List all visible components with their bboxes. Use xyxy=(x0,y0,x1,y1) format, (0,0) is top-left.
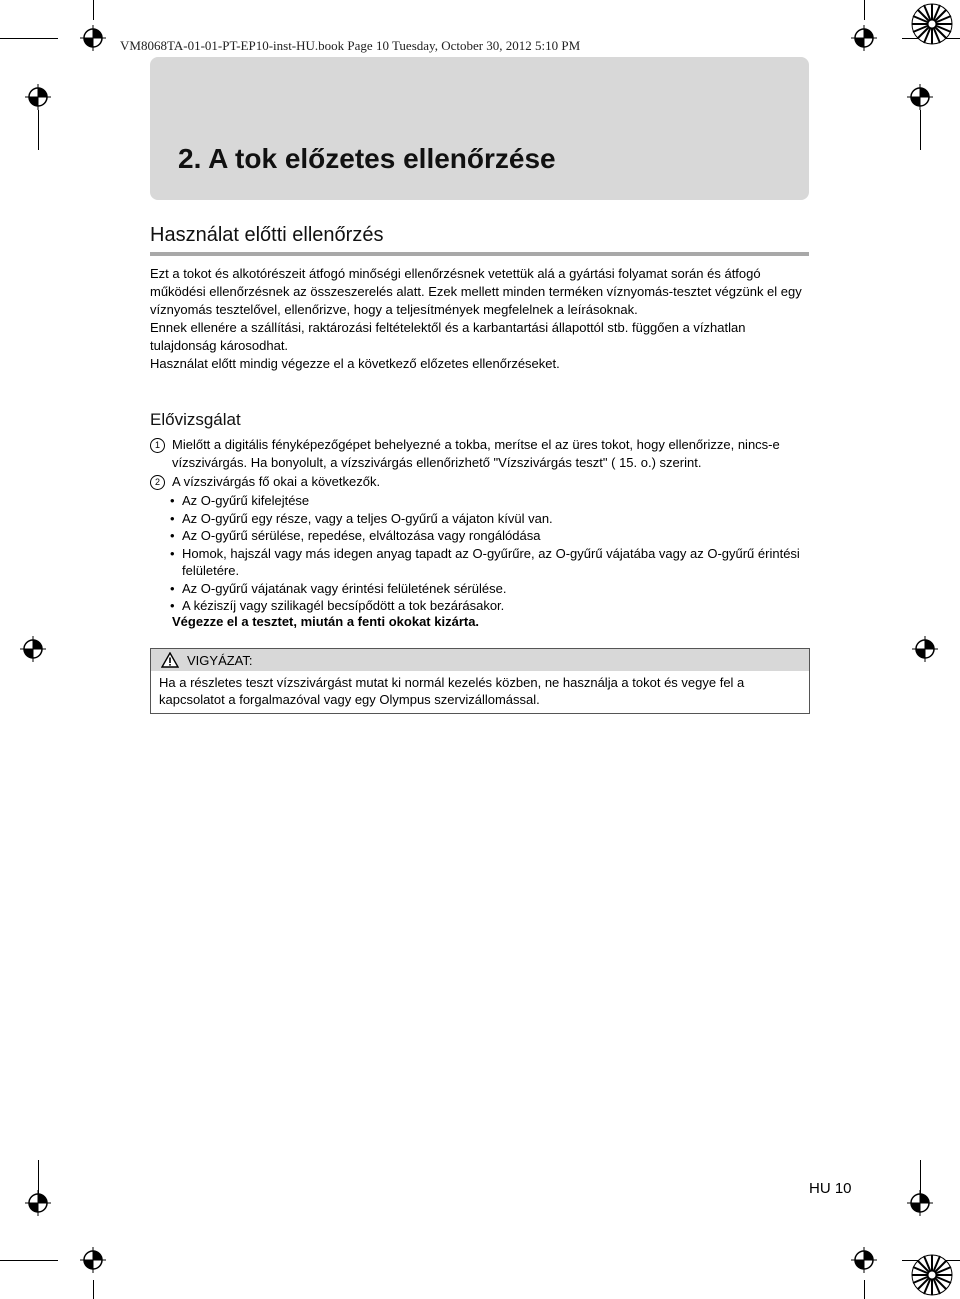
registration-mark-icon xyxy=(20,636,46,662)
caution-header xyxy=(151,649,809,671)
intro-paragraph: Ezt a tokot és alkotórészeit átfogó minőségi ellenőrzésnek vetettük alá a gyártási folyamat során és átfogó működési ellenőrzésnek az összeszerelés alatt. Ezek mellett minden terméken víznyomás-tesztet végzünk el egy víznyomás tesztelővel, ellenőrizve, hogy a teljesítmények megfelelnek a leírásoknak. xyxy=(150,266,802,317)
trim-line xyxy=(93,1280,94,1299)
leak-causes-list xyxy=(170,492,810,615)
conclusion-text: Végezze el a tesztet, miután a fenti okokat kizárta. xyxy=(172,614,480,629)
list-item-text: Az O-gyűrű vájatának vagy érintési felületének sérülése. xyxy=(182,580,507,596)
color-wheel-icon xyxy=(910,2,954,46)
intro-paragraph: Használat előtt mindig végezze el a következő előzetes ellenőrzéseket. xyxy=(150,356,560,371)
list-item-text: Az O-gyűrű egy része, vagy a teljes O-gyűrű a vájaton kívül van. xyxy=(182,510,553,526)
color-wheel-icon xyxy=(910,1253,954,1297)
list-item: • Az O-gyűrű kifelejtése xyxy=(170,493,310,508)
list-item: • A kéziszíj vagy szilikagél becsípődött a tok bezárásakor. xyxy=(170,598,505,613)
section-divider xyxy=(150,252,809,256)
trim-line xyxy=(0,1260,58,1261)
caution-title: VIGYÁZAT: xyxy=(187,653,253,668)
step-item xyxy=(150,473,810,491)
trim-line xyxy=(864,0,865,20)
list-item: • Az O-gyűrű vájatának vagy érintési felületének sérülése. xyxy=(170,580,507,596)
registration-mark-icon xyxy=(912,636,938,662)
registration-mark-icon xyxy=(25,84,51,110)
intro-text xyxy=(150,265,810,373)
pretest-title: Elővizsgálat xyxy=(150,410,241,429)
step-text: Mielőtt a digitális fényképezőgépet behelyezné a tokba, merítse el az üres tokot, hogy ellenőrizze, nincs-e vízszivárgás. Ha bonyolult, a vízszivárgás ellenőrizhető "Vízszivárgás teszt" ( 15. o.) szerint. xyxy=(172,437,780,470)
registration-mark-icon xyxy=(25,1190,51,1216)
chapter-title: 2. A tok előzetes ellenőrzése xyxy=(178,143,556,174)
trim-line xyxy=(920,110,921,150)
list-item: • Az O-gyűrű sérülése, repedése, elváltozása vagy rongálódása xyxy=(170,528,541,543)
registration-mark-icon xyxy=(80,1247,106,1273)
intro-paragraph: Ennek ellenére a szállítási, raktározási feltételektől és a karbantartási állapottól stb. függően a vízhatlan tulajdonság károsodhat. xyxy=(150,320,746,353)
list-item: • Az O-gyűrű egy része, vagy a teljes O-gyűrű a vájaton kívül van. xyxy=(170,510,553,526)
registration-mark-icon xyxy=(907,1190,933,1216)
list-item-text: Az O-gyűrű kifelejtése xyxy=(182,493,310,508)
warning-triangle-icon xyxy=(161,652,179,668)
list-item: • Homok, hajszál vagy más idegen anyag tapadt az O-gyűrűre, az O-gyűrű vájatába vagy az O-gyűrű érintési felületére. xyxy=(170,545,800,578)
registration-mark-icon xyxy=(80,25,106,51)
registration-mark-icon xyxy=(851,1247,877,1273)
step-number: 1 xyxy=(150,438,165,453)
list-item-text: A kéziszíj vagy szilikagél becsípődött a tok bezárásakor. xyxy=(182,598,505,613)
page-number: HU 10 xyxy=(809,1180,852,1197)
book-info-header: VM8068TA-01-01-PT-EP10-inst-HU.book Page 10 Tuesday, October 30, 2012 5:10 PM xyxy=(120,38,581,53)
list-item-text: Homok, hajszál vagy más idegen anyag tapadt az O-gyűrűre, az O-gyűrű vájatába vagy az O-gyűrű érintési felületére. xyxy=(182,545,800,578)
step-number: 2 xyxy=(150,475,165,490)
section-title: Használat előtti ellenőrzés xyxy=(150,224,384,246)
caution-text: Ha a részletes teszt vízszivárgást mutat ki normál kezelés közben, ne használja a tokot és vegye fel a kapcsolatot a forgalmazóval vagy egy Olympus szervizállomással. xyxy=(159,675,745,707)
trim-line xyxy=(38,110,39,150)
registration-mark-icon xyxy=(907,84,933,110)
trim-line xyxy=(0,38,58,39)
caution-box xyxy=(150,648,810,714)
trim-line xyxy=(93,0,94,20)
chapter-title-bar xyxy=(150,57,809,200)
step-item xyxy=(150,436,810,472)
list-item-text: Az O-gyűrű sérülése, repedése, elváltozása vagy rongálódása xyxy=(182,528,541,543)
trim-line xyxy=(864,1280,865,1299)
step-text: A vízszivárgás fő okai a következők. xyxy=(172,474,381,489)
registration-mark-icon xyxy=(851,25,877,51)
